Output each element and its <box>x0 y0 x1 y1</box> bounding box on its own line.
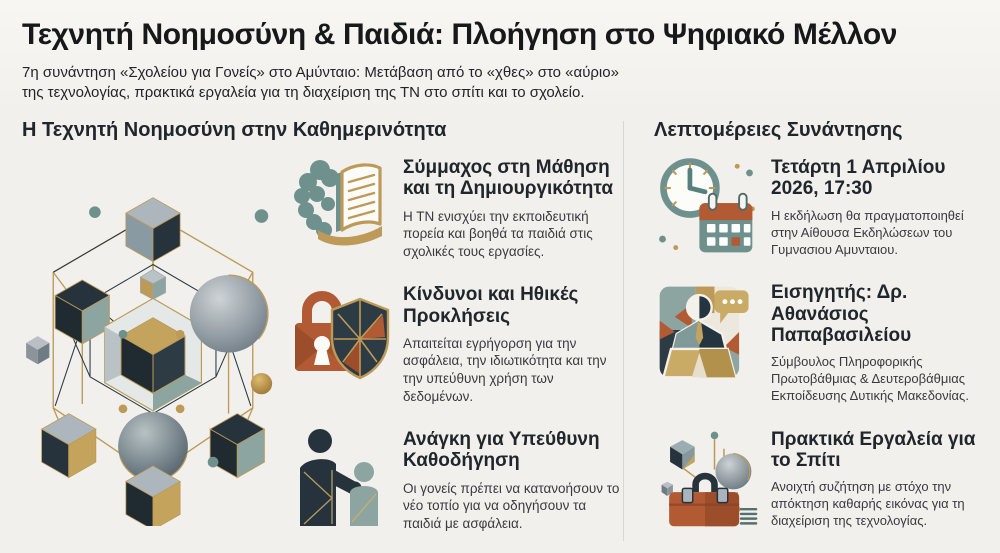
item-title: Κίνδυνοι και Ηθικές Προκλήσεις <box>403 284 579 327</box>
item-title: Τετάρτη 1 Απριλίου 2026, 17:30 <box>771 157 946 200</box>
item-body: Οι γονείς πρέπει να κατανοήσουν το νέο τοπίο για να οδηγήσουν τα παιδιά με ασφάλεια. <box>403 480 620 531</box>
item-title: Πρακτικά Εργαλεία για το Σπίτι <box>771 428 976 472</box>
list-item <box>654 426 992 530</box>
item-title: Ανάγκη για Υπεύθυνη Καθοδήγηση <box>403 429 600 472</box>
network-cubes-graphic <box>22 156 284 526</box>
page-subtitle: 7η συνάντηση «Σχολείου για Γονείς» στο Αμύνταιο: Μετάβαση από το «χθες» στο «αύριο» της τεχνολογίας, πρακτικά εργαλεία για τη διαχείριση της ΤΝ στο σπίτι και το σχολείο. <box>22 64 619 102</box>
section-ai-daily <box>22 113 623 553</box>
clock-calendar-icon <box>654 154 758 258</box>
item-body: Η εκδήλωση θα πραγματοποιηθεί στην Αίθουσα Εκδηλώσεων του Γυμνασιου Αμυνταιου. <box>771 207 964 257</box>
lock-shield-icon <box>290 281 390 381</box>
list-item <box>290 154 623 260</box>
speaker-podium-icon <box>654 279 758 383</box>
item-title: Εισηγητής: Δρ. Αθανάσιος Παπαβασιλείου <box>771 282 912 346</box>
right-section-heading: Λεπτομέρειες Συνάντησης <box>654 119 903 142</box>
list-item <box>290 426 623 532</box>
left-items <box>284 154 623 553</box>
parent-child-icon <box>290 426 390 526</box>
list-item <box>654 154 992 258</box>
header <box>0 0 1000 103</box>
network-cubes-illustration <box>22 156 284 553</box>
section-meeting-details <box>624 113 1000 553</box>
content <box>0 103 1000 553</box>
item-title: Σύμμαχος στη Μάθηση και τη Δημιουργικότητα <box>403 157 614 200</box>
page-title: Τεχνητή Νοημοσύνη & Παιδιά: Πλοήγηση στο Ψηφιακό Μέλλον <box>22 18 898 51</box>
item-body: Απαιτείται εγρήγορση για την ασφάλεια, την ιδιωτικότητα και την την υπεύθυνη χρήση των δεδομένων. <box>403 335 607 404</box>
brain-book-icon <box>290 154 390 254</box>
list-item <box>290 281 623 405</box>
left-section-heading: Η Τεχνητή Νοημοσύνη στην Καθημερινότητα <box>22 119 447 142</box>
item-body: Η ΤΝ ενισχύει την εκποιδευτική πορεία και βοηθά τα παιδιά στις σχολικές τους εργασίες. <box>403 208 593 259</box>
item-body: Σύμβουλος Πληροφορικής Πρωτοβάθμιας & Δευτεροβάθμιας Εκποίδευσης Δυτικής Μακεδονίας. <box>771 354 969 403</box>
item-body: Ανοιχτή συζήτηση με στόχο την απόκτηση καθαρής εικόνας για τη διαχείριση της τεχνολογίας. <box>771 479 965 529</box>
toolbox-icon <box>654 426 758 530</box>
list-item <box>654 279 992 404</box>
